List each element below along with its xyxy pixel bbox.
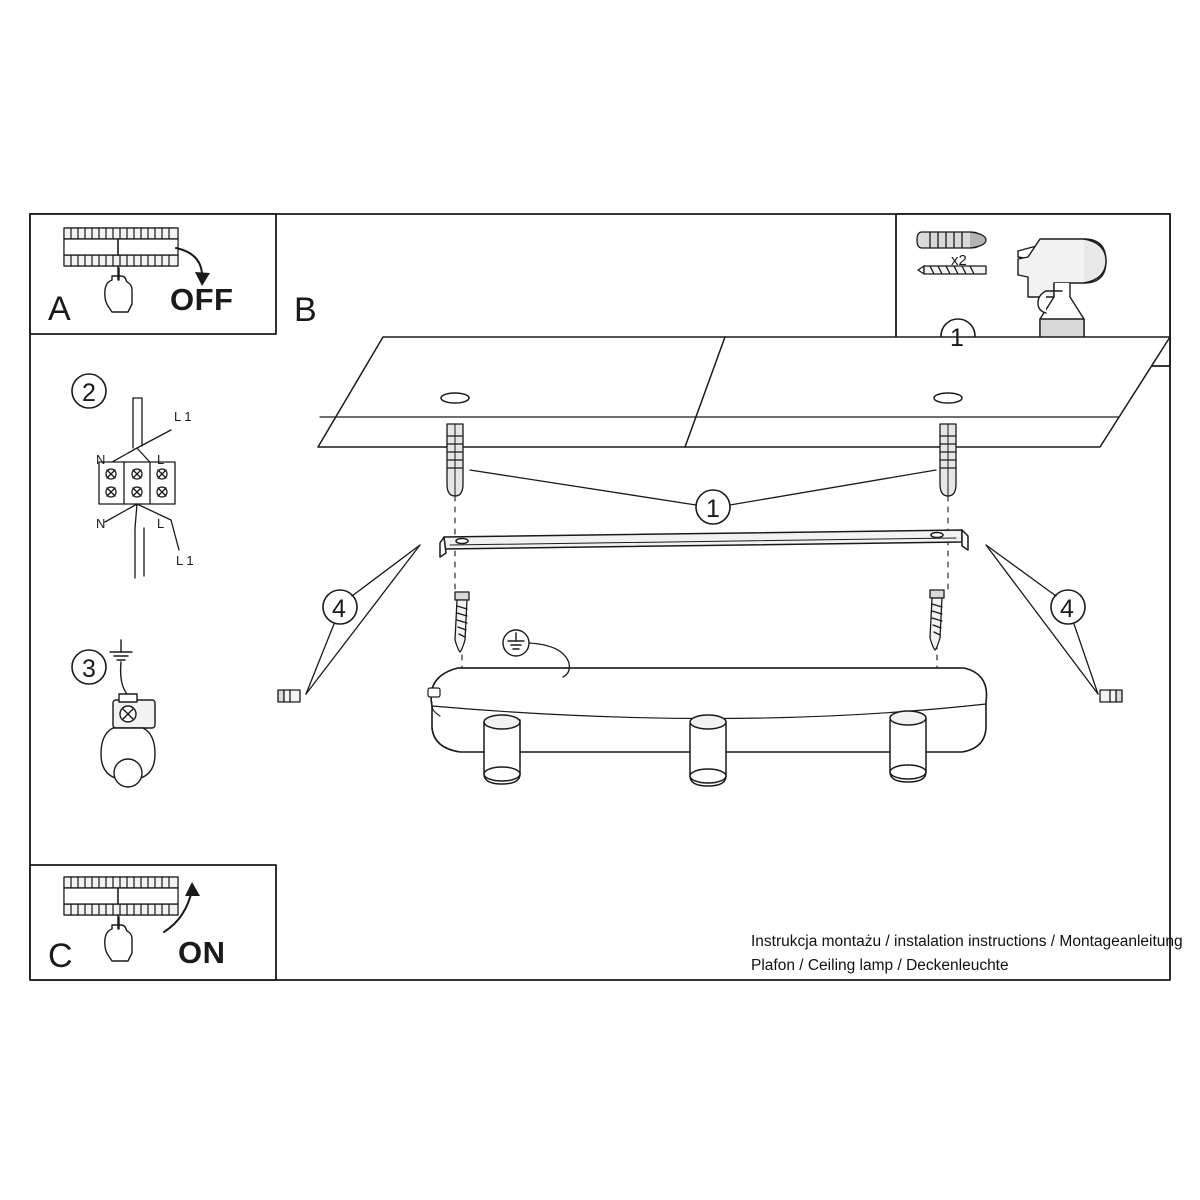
tools-step-number: 1 [950, 324, 964, 352]
footer-line-2: Plafon / Ceiling lamp / Deckenleuchte [751, 957, 1009, 974]
callout-number-right: 4 [1060, 595, 1074, 623]
fuse-box-icon-a [64, 228, 178, 266]
side-screw-right [1100, 690, 1122, 702]
callout-number-ceiling: 1 [706, 495, 720, 523]
step-b-letter: B [294, 291, 317, 329]
step-a-letter: A [48, 290, 71, 328]
terminal-label-l-bottom: L [157, 516, 165, 531]
footer-line-1: Instrukcja montażu / instalation instructions / Montageanleitung [751, 933, 1183, 950]
step-c-on-label: ON [178, 935, 226, 970]
wall-plug-icon [917, 232, 986, 248]
ground-step-number: 3 [82, 655, 96, 683]
step-a-off-label: OFF [170, 282, 234, 317]
lamp-head-right [890, 711, 926, 782]
lamp-head-left [484, 715, 520, 784]
terminal-label-n-bottom: N [96, 516, 106, 531]
ceiling-plane [318, 337, 1170, 447]
wall-plug-right [940, 424, 956, 496]
step-c-letter: C [48, 937, 73, 975]
wall-plug-left [447, 424, 463, 496]
terminal-label-n-top: N [96, 452, 106, 467]
fuse-box-icon-c [64, 877, 178, 915]
callout-number-left: 4 [332, 595, 346, 623]
wall-plug-quantity: x2 [951, 252, 967, 269]
wiring-step-number: 2 [82, 379, 96, 407]
wire-label-l1-top: L 1 [174, 409, 192, 424]
wire-label-l1-bottom: L 1 [176, 553, 194, 568]
side-screw-left [278, 690, 300, 702]
terminal-label-l-top: L [157, 452, 165, 467]
lamp-head-center [690, 715, 726, 786]
